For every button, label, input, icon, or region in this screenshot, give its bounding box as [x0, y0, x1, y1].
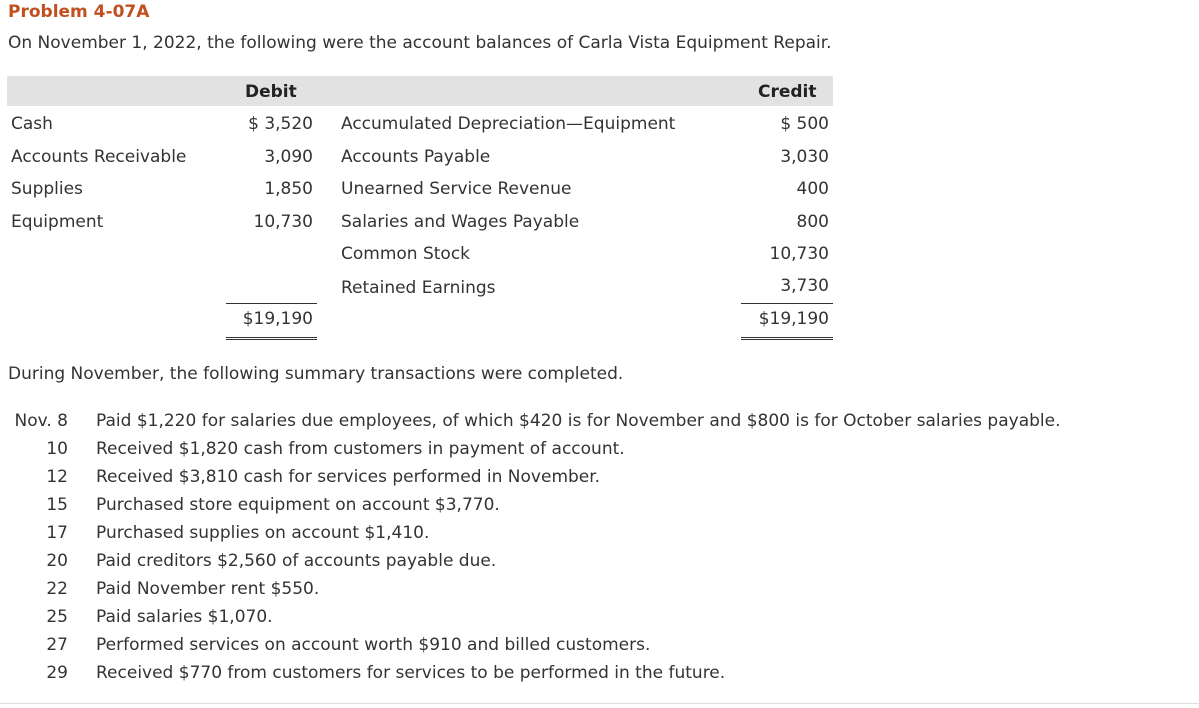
transaction-text: Purchased store equipment on account $3,770.	[96, 495, 500, 515]
debit-amount: 3,090	[264, 147, 313, 167]
transaction-text: Purchased supplies on account $1,410.	[96, 523, 430, 543]
transaction-date: 29	[46, 663, 68, 683]
debit-account-name: Equipment	[11, 212, 104, 232]
credit-account-name: Accounts Payable	[341, 147, 491, 167]
credit-account-name: Salaries and Wages Payable	[341, 212, 580, 232]
transaction-text: Paid creditors $2,560 of accounts payable due.	[96, 551, 497, 571]
credit-total: $19,190	[758, 309, 829, 329]
debit-amount: 10,730	[253, 212, 313, 232]
credit-amount: $ 500	[780, 114, 829, 134]
transaction-text: Performed services on account worth $910 and billed customers.	[96, 635, 651, 655]
debit-header: Debit	[245, 82, 297, 102]
transaction-date: Nov. 8	[14, 411, 68, 431]
transaction-date: 12	[46, 467, 68, 487]
credit-account-name: Accumulated Depreciation—Equipment	[341, 114, 676, 134]
debit-total: $19,190	[242, 309, 313, 329]
credit-amount: 3,030	[780, 147, 829, 167]
transaction-date: 20	[46, 551, 68, 571]
debit-account-name: Cash	[11, 114, 53, 134]
transaction-date: 10	[46, 439, 68, 459]
debit-total-rule	[226, 303, 317, 304]
credit-amount: 3,730	[780, 276, 829, 296]
debit-amount: $ 3,520	[248, 114, 313, 134]
transaction-text: Paid $1,220 for salaries due employees, of which $420 is for November and $800 is for October salaries payable.	[96, 411, 1061, 431]
transaction-date: 22	[46, 579, 68, 599]
credit-total-rule	[741, 303, 833, 304]
intro-text: On November 1, 2022, the following were the account balances of Carla Vista Equipment Repair.	[8, 33, 832, 53]
debit-amount: 1,850	[264, 179, 313, 199]
transaction-text: Received $770 from customers for services to be performed in the future.	[96, 663, 726, 683]
transaction-date: 17	[46, 523, 68, 543]
transaction-date: 15	[46, 495, 68, 515]
transaction-text: Received $1,820 cash from customers in payment of account.	[96, 439, 625, 459]
credit-account-name: Unearned Service Revenue	[341, 179, 572, 199]
credit-account-name: Retained Earnings	[341, 278, 496, 298]
transaction-date: 27	[46, 635, 68, 655]
credit-amount: 800	[796, 212, 829, 232]
credit-amount: 10,730	[769, 244, 829, 264]
debit-double-rule	[226, 337, 317, 340]
problem-title: Problem 4-07A	[8, 2, 150, 22]
transaction-text: Paid salaries $1,070.	[96, 607, 273, 627]
transaction-date: 25	[46, 607, 68, 627]
table-header-bar	[7, 76, 833, 106]
debit-account-name: Accounts Receivable	[11, 147, 187, 167]
debit-account-name: Supplies	[11, 179, 83, 199]
credit-account-name: Common Stock	[341, 244, 471, 264]
bottom-divider	[0, 703, 1199, 704]
during-text: During November, the following summary transactions were completed.	[8, 364, 624, 384]
credit-double-rule	[741, 337, 833, 340]
transaction-text: Paid November rent $550.	[96, 579, 320, 599]
transaction-text: Received $3,810 cash for services performed in November.	[96, 467, 601, 487]
credit-amount: 400	[796, 179, 829, 199]
credit-header: Credit	[758, 82, 817, 102]
